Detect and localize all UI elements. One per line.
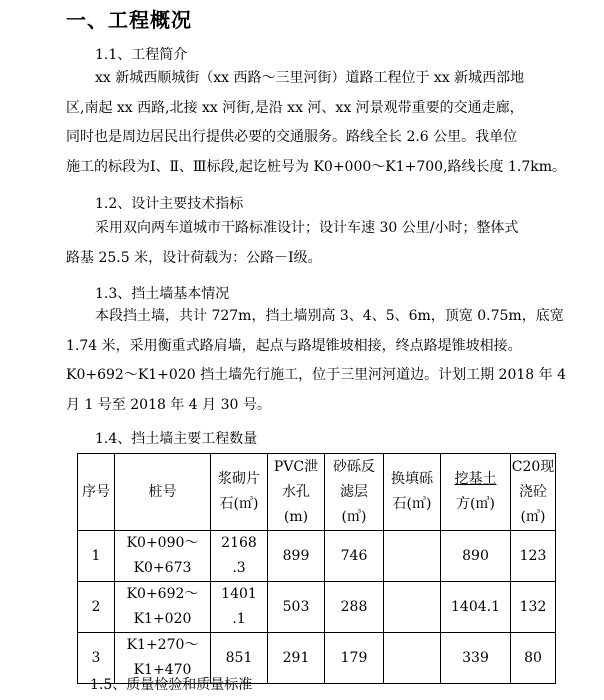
text-line: 月 1 号至 2018 年 4 月 30 号。 [66, 396, 271, 413]
header-no: 序号 [78, 454, 115, 531]
text-line: 本段挡土墙，共计 727m，挡土墙别高 3、4、5、6m，顶宽 0.75m，底宽 [95, 308, 564, 324]
paragraph-retaining-wall [66, 302, 576, 420]
header-station: 桩号 [115, 454, 211, 531]
header-c20: C20现 浇砼 (㎥) [511, 454, 556, 531]
cell-fill [384, 633, 441, 684]
cell-station: K1+270～ K1+470 [115, 633, 211, 684]
header-fill-gravel: 换填砾 石(㎥) [384, 454, 441, 531]
header-excavation: 挖基土 方(㎥) [441, 454, 511, 531]
cell-c20: 123 [511, 531, 556, 582]
cell-gravel: 288 [325, 582, 384, 633]
table-row [78, 531, 556, 582]
cell-fill [384, 582, 441, 633]
section-title: 一、工程概况 [66, 8, 192, 32]
cell-no: 2 [78, 582, 115, 633]
cell-gravel: 179 [325, 633, 384, 684]
table-row [78, 582, 556, 633]
cell-station: K0+692～ K1+020 [115, 582, 211, 633]
cell-masonry: 2168 .3 [211, 531, 268, 582]
heading-quality: 1.5、质量检验和质量标准 [90, 677, 253, 693]
cell-masonry: 851 [211, 633, 268, 684]
text-line: 施工的标段为Ⅰ、Ⅱ、Ⅲ标段,起讫桩号为 K0+000～K1+700,路线长度 1.7km。 [66, 158, 567, 175]
cell-fill [384, 531, 441, 582]
heading-design-indicators: 1.2、设计主要技术指标 [95, 196, 244, 212]
cell-gravel: 746 [325, 531, 384, 582]
cell-excavation: 339 [441, 633, 511, 684]
paragraph-design-indicators [66, 214, 576, 273]
quantities-table [77, 453, 556, 684]
text-line: 采用双向两车道城市干路标准设计；设计车速 30 公里/小时；整体式 [95, 220, 519, 236]
heading-project-intro: 1.1、工程简介 [95, 47, 188, 63]
text-line: 1.74 米，采用衡重式路肩墙，起点与路堤锥坡相接，终点路堤锥坡相接。 [66, 337, 522, 354]
cell-pvc: 899 [268, 531, 325, 582]
text-line: K0+692～K1+020 挡土墙先行施工，位于三里河河道边。计划工期 2018 年 4 [66, 367, 566, 383]
table-header-row [78, 454, 556, 531]
text-line: 区,南起 xx 西路,北接 xx 河街,是沿 xx 河、xx 河景观带重要的交通走廊， [66, 99, 524, 116]
cell-c20: 132 [511, 582, 556, 633]
cell-excavation: 1404.1 [441, 582, 511, 633]
cell-no: 1 [78, 531, 115, 582]
cell-masonry: 1401 .1 [211, 582, 268, 633]
cell-no: 3 [78, 633, 115, 684]
text-line: 路基 25.5 米，设计荷载为：公路－Ⅰ级。 [66, 249, 322, 266]
cell-station: K0+090～ K0+673 [115, 531, 211, 582]
text-line: 同时也是周边居民出行提供必要的交通服务。路线全长 2.6 公里。我单位 [66, 129, 518, 145]
heading-retaining-wall: 1.3、挡土墙基本情况 [95, 286, 230, 302]
cell-excavation: 890 [441, 531, 511, 582]
cell-pvc: 291 [268, 633, 325, 684]
cell-c20: 80 [511, 633, 556, 684]
paragraph-project-intro [66, 64, 576, 182]
text-line: xx 新城西顺城街（xx 西路～三里河街）道路工程位于 xx 新城西部地 [95, 70, 525, 86]
header-gravel-filter: 砂砾反 滤层 (㎥) [325, 454, 384, 531]
header-masonry: 浆砌片 石(㎥) [211, 454, 268, 531]
cell-pvc: 503 [268, 582, 325, 633]
header-pvc: PVC泄 水孔 (m) [268, 454, 325, 531]
heading-quantities: 1.4、挡土墙主要工程数量 [95, 431, 258, 447]
